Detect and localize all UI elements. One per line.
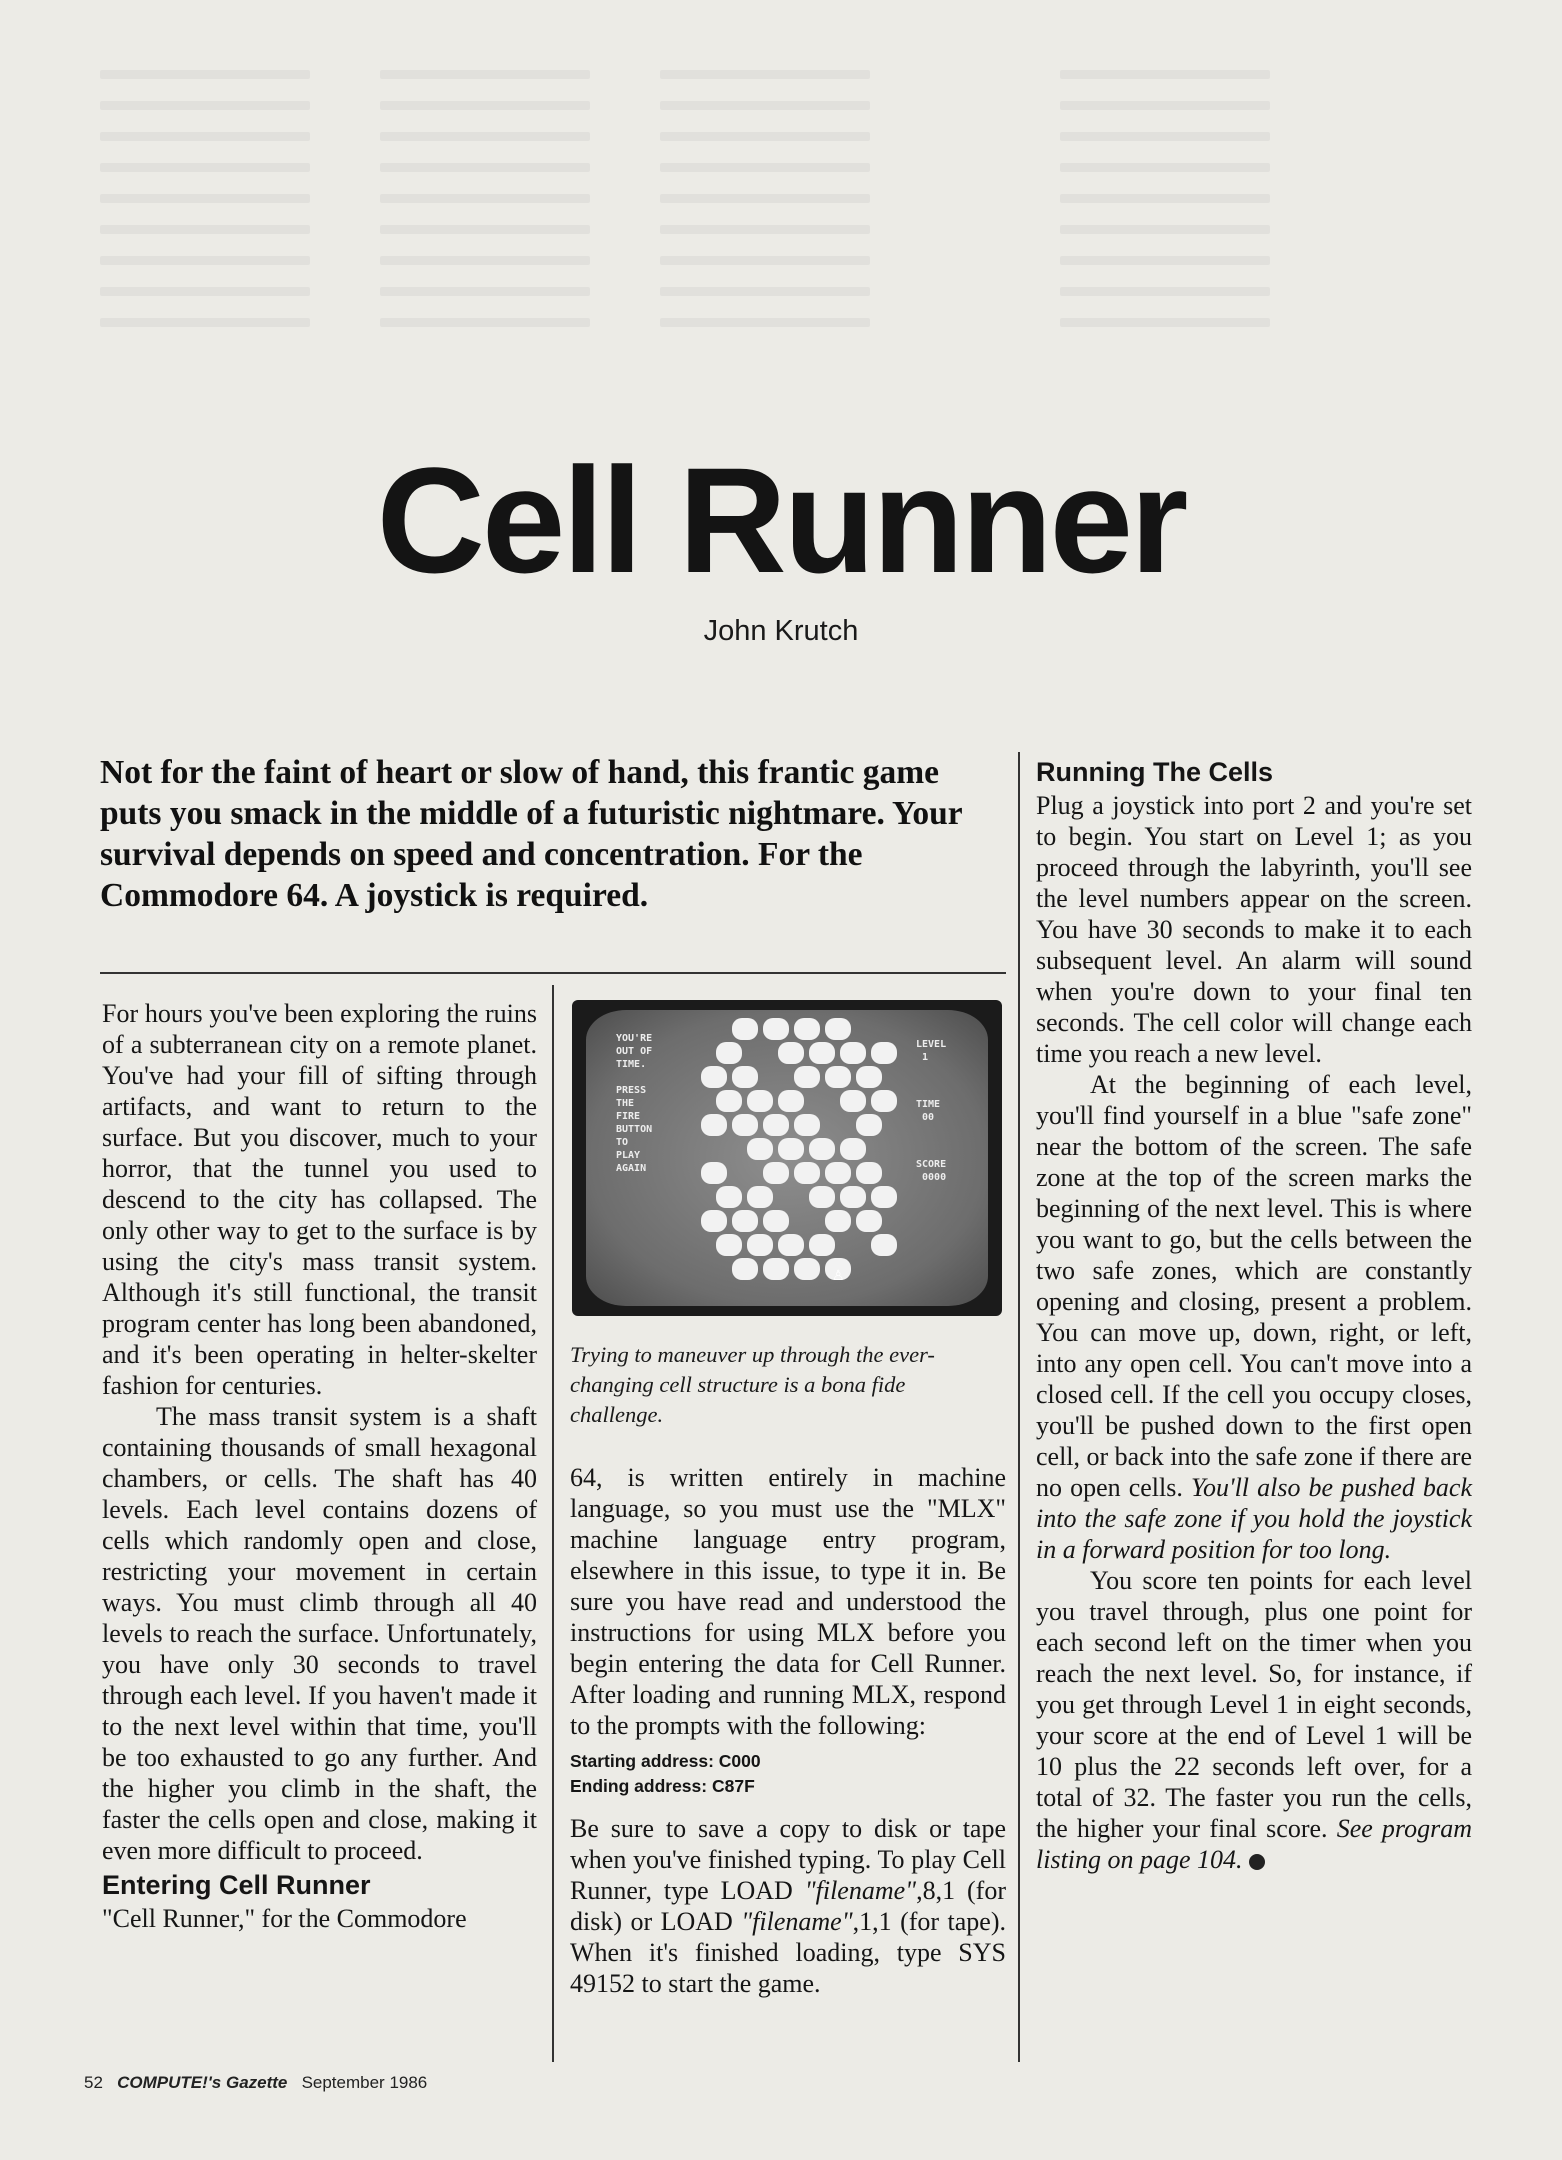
hex-cell-grid [701, 1018, 896, 1293]
hex-cell [840, 1090, 866, 1112]
hex-cell [809, 1042, 835, 1064]
hex-cell [747, 1234, 773, 1256]
hex-cell [763, 1114, 789, 1136]
hex-cell [856, 1114, 882, 1136]
column-3 [1036, 757, 1472, 1875]
hex-cell [840, 1186, 866, 1208]
screen-message: YOU'RE OUT OF TIME. PRESS THE FIRE BUTTON TO PLAY AGAIN [616, 1033, 653, 1174]
hex-cell [732, 1210, 758, 1232]
text-run: ,8,1 (for disk) or LOAD [570, 1876, 1006, 1936]
hex-cell [747, 1186, 773, 1208]
crt-screen [586, 1010, 988, 1306]
game-screenshot-photo [572, 1000, 1002, 1316]
starting-address: Starting address: C000 [570, 1751, 761, 1771]
hex-cell [840, 1138, 866, 1160]
filename-text: "filename" [804, 1876, 917, 1905]
hex-cell [809, 1234, 835, 1256]
bleed-through-text [660, 70, 870, 349]
screen-level: LEVEL 1 [916, 1039, 947, 1063]
hex-cell [732, 1066, 758, 1088]
hex-cell [732, 1018, 758, 1040]
hex-cell [871, 1090, 897, 1112]
page-footer [84, 2073, 427, 2093]
hex-cell [825, 1066, 851, 1088]
hex-cell [825, 1018, 851, 1040]
body-paragraph: For hours you've been exploring the ruins of a subterranean city on a remote planet. You've had your fill of sifting through artifacts, and want to return to the surface. But you discover, much to your horror, that the tunnel you used to descend to the city has collapsed. The only other way to get to the surface is by using the city's mass transit system. Although it's still functional, the transit program center has long been abandoned, and it's been operating in helter-skelter fashion for centuries. [102, 999, 537, 1400]
hex-cell [840, 1042, 866, 1064]
hex-cell [747, 1138, 773, 1160]
hex-cell [778, 1234, 804, 1256]
hex-cell [856, 1210, 882, 1232]
hex-cell [809, 1138, 835, 1160]
hex-cell [856, 1162, 882, 1184]
hex-cell [871, 1234, 897, 1256]
section-heading: Entering Cell Runner [102, 1870, 371, 1900]
hex-cell [778, 1090, 804, 1112]
listing-reference: See program listing on page 104. [1036, 1814, 1472, 1874]
hex-cell [871, 1042, 897, 1064]
text-run: ,1,1 (for tape). When it's finished loading, type SYS 49152 to start the game. [570, 1907, 1007, 1998]
text-run: You score ten points for each level you travel through, plus one point for each second left on the timer when you reach the next level. So, for instance, if you get through Level 1 in eight seconds, your score at the end of Level 1 will be 10 plus the 22 seconds left over, for a total of 32. The faster you run the cells, the higher your final score. [1036, 1566, 1472, 1843]
hex-cell [747, 1090, 773, 1112]
author-byline: John Krutch [703, 615, 859, 647]
hex-cell [794, 1066, 820, 1088]
body-paragraph: 64, is written entirely in machine language, so you must use the "MLX" machine language entry program, elsewhere in this issue, to type it in. Be sure you have read and understood the instructions for using MLX before you begin entering the data for Cell Runner. After loading and running MLX, respond to the prompts with the following: [570, 1463, 1006, 1740]
column-2 [570, 1462, 1006, 1999]
column-rule [1018, 752, 1020, 2062]
hex-cell [716, 1090, 742, 1112]
hex-cell [778, 1138, 804, 1160]
body-paragraph [1036, 1069, 1472, 1565]
hex-cell [732, 1114, 758, 1136]
column-rule [552, 985, 554, 2062]
hex-cell [701, 1066, 727, 1088]
hex-cell [701, 1162, 727, 1184]
address-block [570, 1749, 1006, 1799]
hex-cell [856, 1066, 882, 1088]
filename-text: "filename" [741, 1907, 853, 1936]
hex-cell [763, 1162, 789, 1184]
ending-address: Ending address: C87F [570, 1776, 755, 1796]
bleed-through-text [1060, 70, 1270, 349]
hex-cell [716, 1234, 742, 1256]
magazine-name: COMPUTE!'s Gazette [117, 2073, 288, 2092]
hex-cell [809, 1186, 835, 1208]
hex-cell [763, 1258, 789, 1280]
hex-cell [763, 1018, 789, 1040]
hex-cell [794, 1018, 820, 1040]
hex-cell [763, 1210, 789, 1232]
hex-cell [871, 1186, 897, 1208]
text-run: Be sure to save a copy to disk or tape when you've finished typing. To play Cell Runner, type LOAD [570, 1814, 1006, 1905]
hex-cell [716, 1186, 742, 1208]
hex-cell [794, 1114, 820, 1136]
bleed-through-text [100, 70, 310, 349]
hex-cell [794, 1258, 820, 1280]
hex-cell [825, 1210, 851, 1232]
end-mark-icon [1249, 1854, 1265, 1870]
hex-cell [701, 1210, 727, 1232]
hex-cell [794, 1162, 820, 1184]
figure-caption: Trying to maneuver up through the ever-changing cell structure is a bona fide challenge. [570, 1342, 935, 1427]
body-paragraph: "Cell Runner," for the Commodore [102, 1904, 467, 1933]
page-number: 52 [84, 2073, 103, 2092]
body-paragraph [570, 1813, 1006, 1999]
hex-cell [778, 1042, 804, 1064]
hex-cell [732, 1258, 758, 1280]
article-deck: Not for the faint of heart or slow of hand, this frantic game puts you smack in the middle of a futuristic nightmare. Your survival depends on speed and concentration. For the Commodore 64. A joystick is required. [100, 754, 963, 914]
deck-rule [100, 972, 1006, 974]
text-run: At the beginning of each level, you'll find yourself in a blue "safe zone" near the bottom of the screen. The safe zone at the top of the screen marks the beginning of the next level. This is where you want to go, but the cells between the two safe zones, which are constantly opening and closing, present a problem. You can move up, down, right, or left, into any open cell. You can't move into a closed cell. If the cell you occupy closes, you'll be pushed down to the first open cell, or back into the safe zone if there are no open cells. [1036, 1070, 1472, 1502]
body-paragraph: Plug a joystick into port 2 and you're set to begin. You start on Level 1; as you proceed through the labyrinth, you'll see the level numbers appear on the screen. You have 30 seconds to make it to each subsequent level. An alarm will sound when you're down to your final ten seconds. The cell color will change each time you reach a new level. [1036, 791, 1472, 1068]
body-paragraph [1036, 1565, 1472, 1875]
hex-cell [825, 1162, 851, 1184]
screen-score: SCORE 0000 [916, 1159, 947, 1183]
bleed-through-text [380, 70, 590, 349]
article-title: Cell Runner [376, 436, 1186, 604]
screen-time: TIME 00 [916, 1099, 941, 1123]
issue-date: September 1986 [301, 2073, 428, 2092]
hex-cell [701, 1114, 727, 1136]
runner-sprite: ♙ [832, 1268, 845, 1284]
column-1 [102, 998, 537, 1934]
hex-cell [716, 1042, 742, 1064]
italic-text: You'll also be pushed back into the safe zone if you hold the joystick in a forward position for too long. [1036, 1473, 1473, 1564]
section-heading: Running The Cells [1036, 757, 1274, 787]
body-paragraph: The mass transit system is a shaft containing thousands of small hexagonal chambers, or cells. The shaft has 40 levels. Each level contains dozens of cells which randomly open and close, restricting your movement in certain ways. You must climb through all 40 levels to reach the surface. Unfortunately, you have only 30 seconds to travel through each level. If you haven't made it to the next level within that time, you'll be too exhausted to go any further. And the higher you climb in the shaft, the faster the cells open and close, making it even more difficult to proceed. [102, 1402, 537, 1865]
